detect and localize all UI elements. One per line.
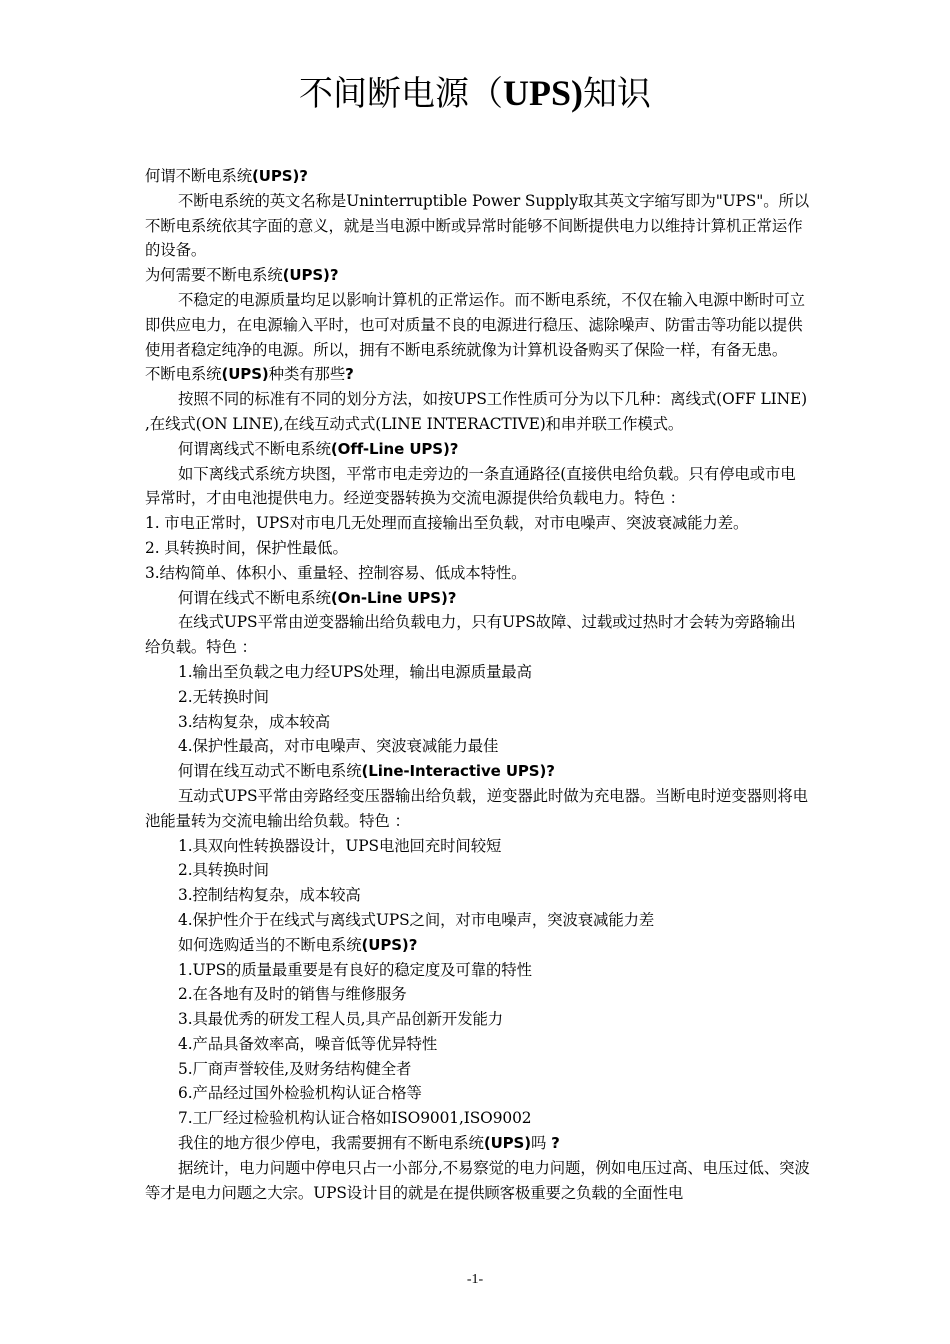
- paragraph: [145, 834, 810, 859]
- paragraph: [145, 437, 810, 462]
- paragraph-text: 7.工厂经过检验机构认证合格如ISO9001,ISO9002: [178, 1109, 532, 1128]
- paragraph: [145, 982, 810, 1007]
- paragraph-text: 按照不同的标准有不同的划分方法，如按UPS工作性质可分为以下几种：离线式(OFF LINE) ,在线式(ON LINE),在线互动式式(LINE INTERACTIVE)和串并联工作模式。: [145, 390, 808, 433]
- paragraph: [145, 908, 810, 933]
- paragraph-text: 不断电系统的英文名称是Uninterruptible Power Supply取其英文字缩写即为"UPS"。所以不断电系统依其字面的意义，就是当电源中断或异常时能够不间断提供电力以维持计算机正常运作的设备。: [145, 191, 810, 260]
- paragraph: [145, 958, 810, 983]
- page-number: -1-: [466, 1272, 484, 1287]
- paragraph-text: 1.UPS的质量最重要是有良好的稳定度及可靠的特性: [178, 960, 532, 979]
- paragraph: [145, 263, 810, 288]
- paragraph-text: 何谓不断电系统: [145, 167, 253, 185]
- paragraph-text: 何谓离线式不断电系统: [178, 439, 331, 458]
- paragraph-bold: (Off-Line UPS)?: [330, 439, 459, 458]
- paragraph: [145, 610, 810, 660]
- paragraph: [145, 1081, 810, 1106]
- paragraph: [145, 1131, 810, 1156]
- paragraph-tail-bold: ?: [345, 365, 354, 384]
- paragraph-tail-bold: ?: [551, 1134, 560, 1153]
- paragraph-text: 不断电系统: [145, 365, 222, 384]
- paragraph-text: 1.输出至负载之电力经UPS处理，输出电源质量最高: [178, 662, 532, 681]
- paragraph: [145, 511, 810, 536]
- paragraph-text: 3.结构复杂，成本较高: [178, 712, 331, 731]
- paragraph-text: 为何需要不断电系统: [145, 266, 283, 285]
- paragraph: [145, 660, 810, 685]
- paragraph: [145, 586, 810, 611]
- paragraph: [145, 387, 810, 437]
- title-tail: 知识: [583, 74, 651, 114]
- paragraph: [145, 883, 810, 908]
- paragraph-text: 何谓在线互动式不断电系统: [178, 762, 362, 781]
- paragraph: [145, 858, 810, 883]
- document-title: [0, 72, 950, 115]
- paragraph: [145, 759, 810, 784]
- paragraph: [145, 734, 810, 759]
- paragraph: [145, 362, 810, 387]
- paragraph-text: 据统计，电力问题中停电只占一小部分,不易察觉的电力问题，例如电压过高、电压过低、突波等才是电力问题之大宗。UPS设计目的就是在提供顾客极重要之负载的全面性电: [145, 1158, 810, 1202]
- paragraph-bold: (UPS)?: [282, 266, 339, 285]
- paragraph: [145, 536, 810, 561]
- paragraph-text: 2. 具转换时间，保护性最低。: [145, 538, 348, 557]
- paragraph-text: 4.产品具备效率高，噪音低等优异特性: [178, 1034, 438, 1053]
- paragraph-text: 3.具最优秀的研发工程人员,具产品创新开发能力: [178, 1010, 504, 1029]
- title-main: 不间断电源（: [299, 74, 503, 114]
- paragraph-bold: (UPS): [221, 365, 269, 384]
- paragraph-bold: (On-Line UPS)?: [330, 588, 457, 607]
- paragraph-text: 5.厂商声誉较佳,及财务结构健全者: [178, 1059, 412, 1078]
- paragraph-text: 2.在各地有及时的销售与维修服务: [178, 985, 407, 1004]
- paragraph-text: 1.具双向性转换器设计，UPS电池回充时间较短: [178, 836, 502, 855]
- paragraph-bold: (UPS): [483, 1134, 532, 1153]
- paragraph: [145, 685, 810, 710]
- paragraph: [145, 1007, 810, 1032]
- paragraph-text: 不稳定的电源质量均足以影响计算机的正常运作。而不断电系统，不仅在输入电源中断时可立即供应电力，在电源输入平时，也可对质量不良的电源进行稳压、滤除噪声、防雷击等功能以提供使用者稳定纯净的电源。所以，拥有不断电系统就像为计算机设备购买了保险一样，有备无患。: [145, 290, 805, 359]
- paragraph-text: 6.产品经过国外检验机构认证合格等: [178, 1084, 422, 1103]
- paragraph: [145, 1032, 810, 1057]
- paragraph-text: 4.保护性最高，对市电噪声、突波衰减能力最佳: [178, 737, 499, 756]
- paragraph: [145, 189, 810, 263]
- paragraph-bold: (UPS)?: [252, 167, 308, 185]
- paragraph-text: 何谓在线式不断电系统: [178, 588, 331, 607]
- paragraph-tail: 种类有那些: [268, 365, 346, 384]
- paragraph-text: 互动式UPS平常由旁路经变压器输出给负载，逆变器此时做为充电器。当断电时逆变器则将电池能量转为交流电输出给负载。特色 ：: [145, 786, 808, 830]
- paragraph-text: 3.控制结构复杂，成本较高: [178, 886, 361, 905]
- paragraph-text: 2.具转换时间: [178, 861, 269, 880]
- paragraph: [145, 288, 810, 362]
- paragraph: [145, 784, 810, 834]
- paragraph-bold: (Line-Interactive UPS)?: [361, 762, 555, 781]
- paragraph: [145, 561, 810, 586]
- paragraph-text: 2.无转换时间: [178, 687, 269, 706]
- paragraph: [145, 710, 810, 735]
- paragraph: [145, 1057, 810, 1082]
- paragraph-bold: (UPS)?: [361, 935, 418, 954]
- paragraph: [145, 462, 810, 512]
- paragraph-text: 在线式UPS平常由逆变器输出给负载电力，只有UPS故障、过载或过热时才会转为旁路输出给负载。特色 ：: [145, 613, 796, 657]
- paragraph-text: 如何选购适当的不断电系统: [178, 935, 362, 954]
- paragraph-text: 3.结构简单、体积小、重量轻、控制容易、低成本特性。: [145, 563, 527, 582]
- title-bold: UPS): [503, 73, 583, 113]
- paragraph: [145, 933, 810, 958]
- paragraph-text: 如下离线式系统方块图，平常市电走旁边的一条直通路径(直接供电给负载。只有停电或市电异常时，才由电池提供电力。经逆变器转换为交流电源提供给负载电力。特色 ：: [145, 464, 796, 508]
- paragraph-text: 4.保护性介于在线式与离线式UPS之间，对市电噪声，突波衰减能力差: [178, 910, 655, 929]
- document-body: [145, 164, 810, 1205]
- paragraph-text: 我住的地方很少停电，我需要拥有不断电系统: [178, 1134, 484, 1153]
- paragraph-text: 1. 市电正常时，UPS对市电几无处理而直接输出至负载，对市电噪声、突波衰减能力差。: [145, 514, 749, 533]
- paragraph: [145, 164, 810, 189]
- paragraph-tail: 吗: [531, 1134, 552, 1153]
- paragraph: [145, 1106, 810, 1131]
- paragraph: [145, 1156, 810, 1206]
